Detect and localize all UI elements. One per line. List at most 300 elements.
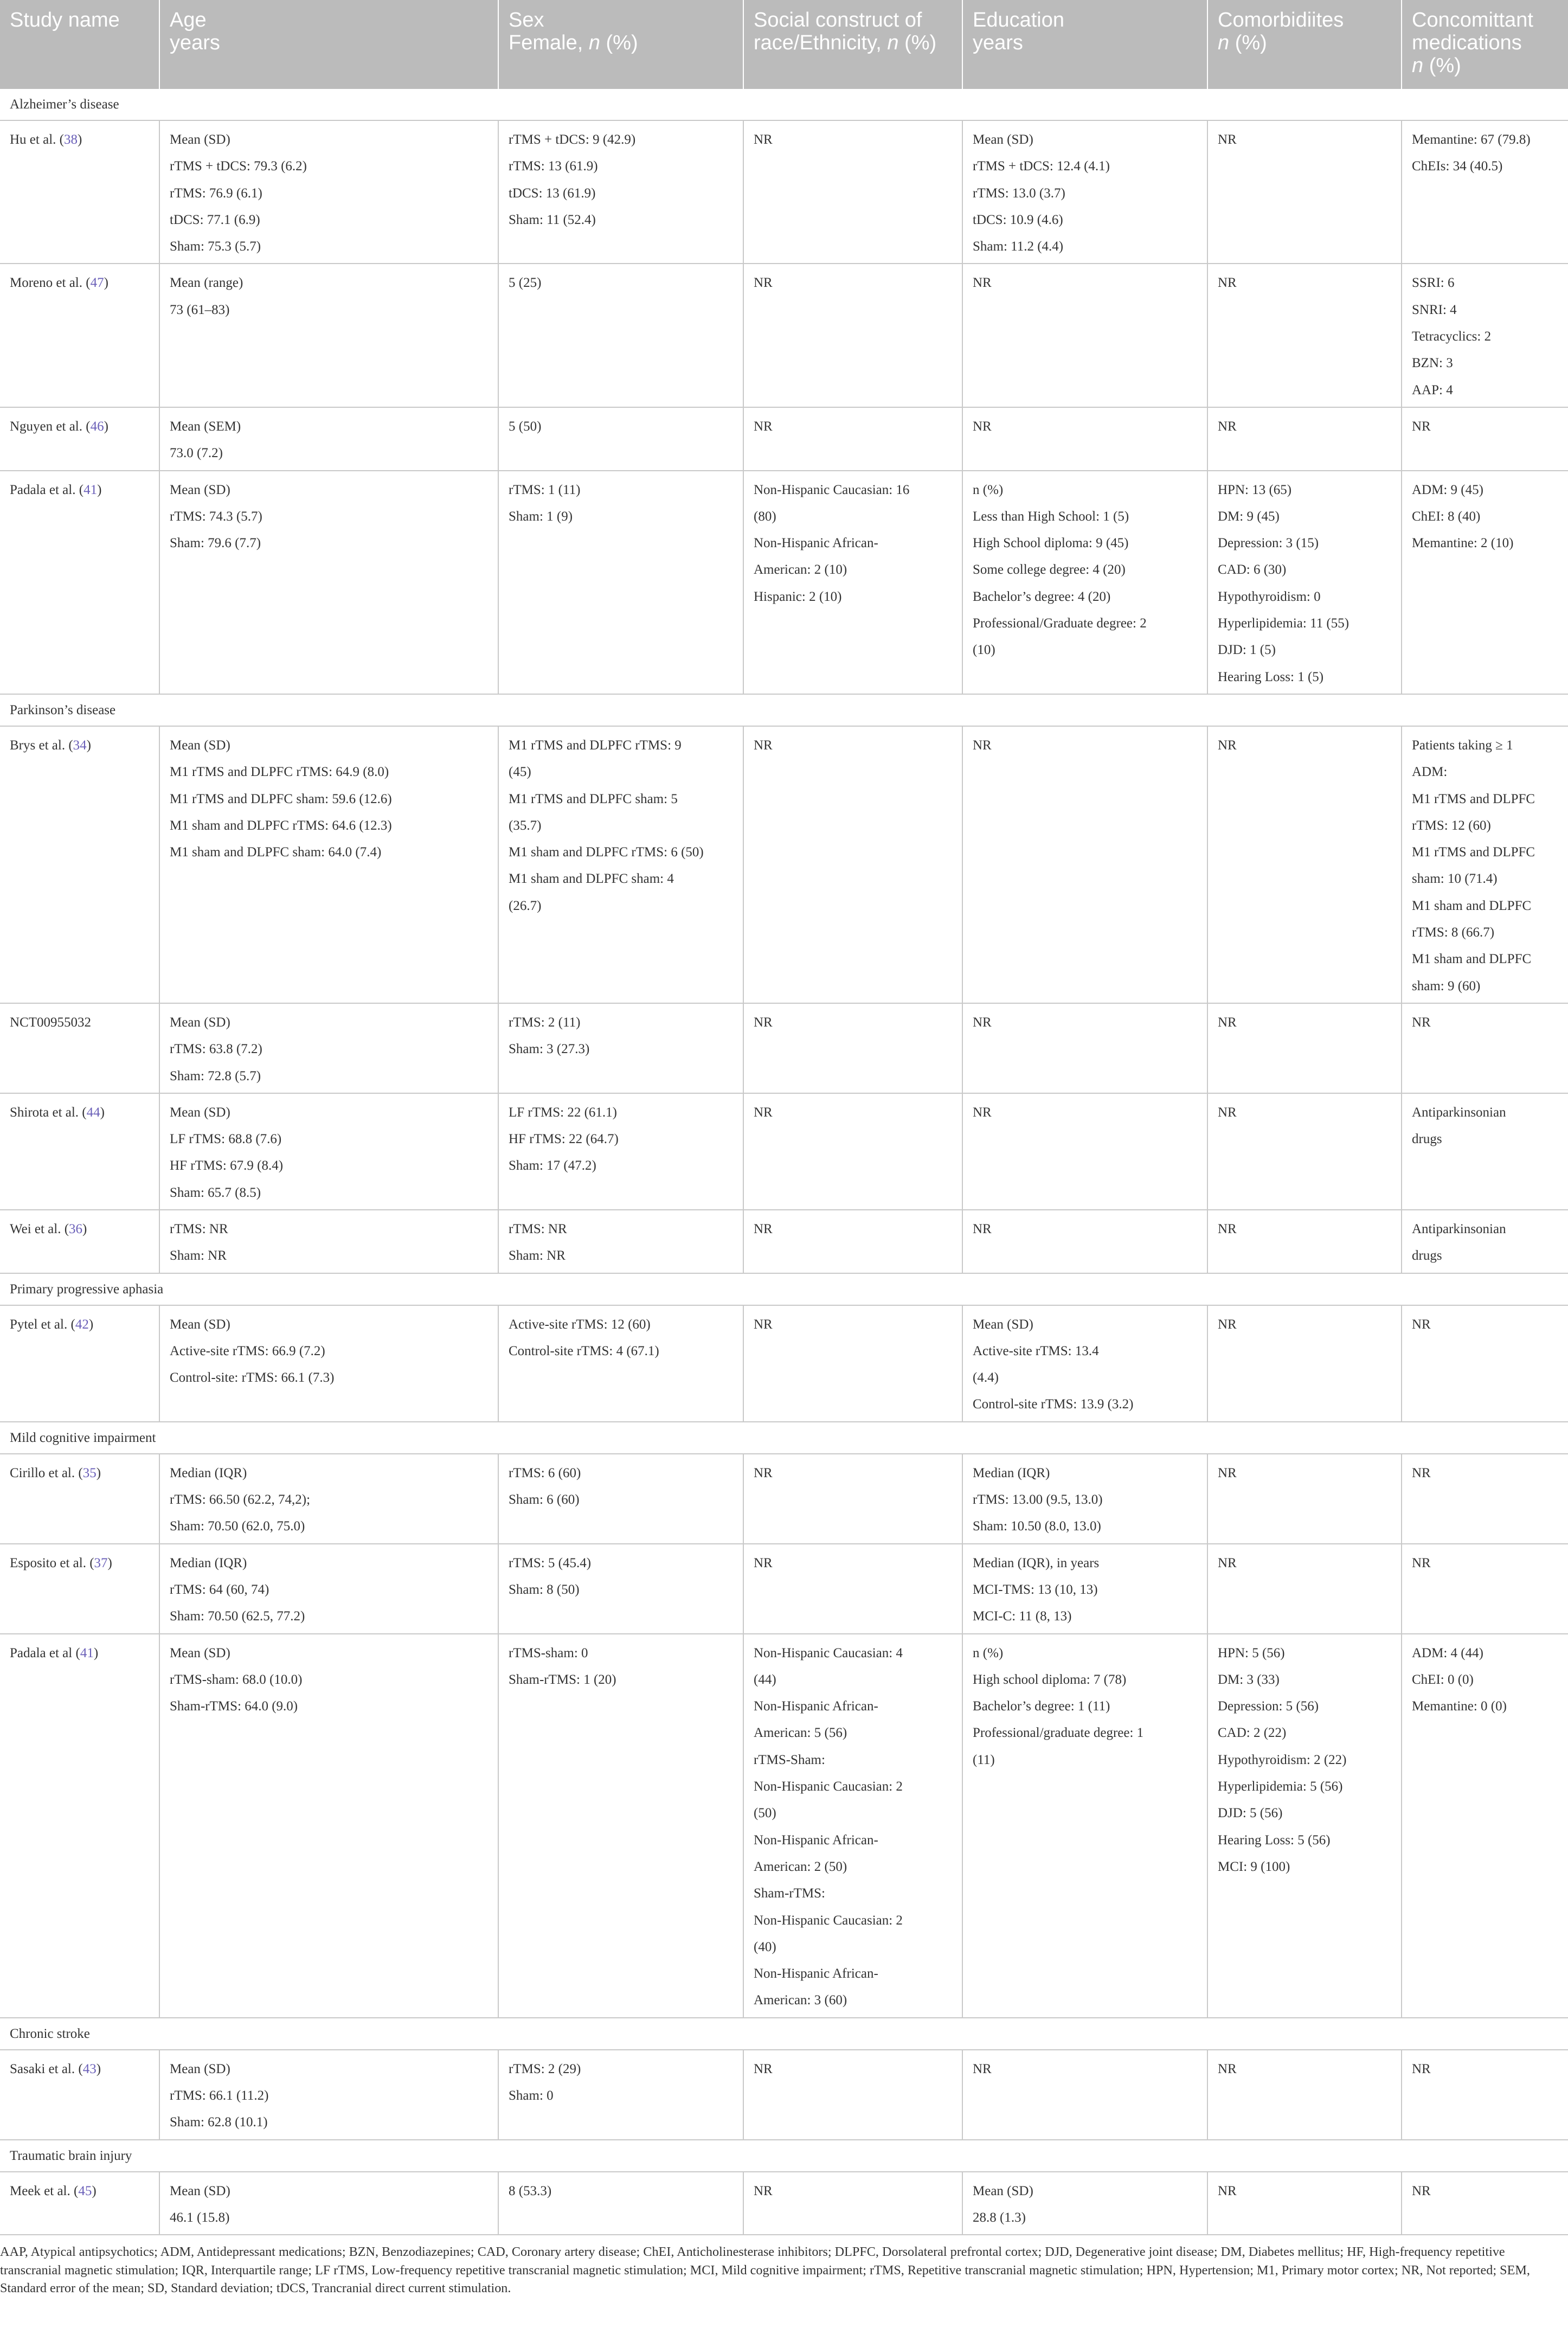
cell-line: Mean (SD) <box>170 1317 230 1332</box>
table-row <box>0 1003 1568 1093</box>
cell-line: Hyperlipidemia: 11 (55) <box>1218 616 1349 631</box>
table-cell <box>159 2050 498 2140</box>
table-cell <box>962 1634 1207 2018</box>
cell-line: (44) <box>754 1672 776 1687</box>
table-cell <box>1402 1305 1568 1422</box>
table-cell <box>1207 264 1402 407</box>
cell-line: NR <box>973 1221 992 1236</box>
column-header-italic: n <box>887 31 899 54</box>
cell-line: Antiparkinsonian <box>1412 1105 1506 1120</box>
table-cell <box>1402 120 1568 264</box>
cell-line: Non-Hispanic Caucasian: 2 <box>754 1913 903 1928</box>
cell-line: NR <box>973 1015 992 1030</box>
table-cell <box>743 1210 962 1273</box>
reference-close: ) <box>100 1105 105 1120</box>
cell-line: Sham: 11 (52.4) <box>509 212 596 227</box>
cell-line: M1 rTMS and DLPFC <box>1412 791 1535 806</box>
cell-line: 46.1 (15.8) <box>170 2210 230 2225</box>
table-cell <box>498 120 743 264</box>
cell-line: NR <box>973 737 992 753</box>
table-cell <box>498 1454 743 1544</box>
cell-line: (35.7) <box>509 818 542 833</box>
cell-line: ChEI: 8 (40) <box>1412 509 1481 524</box>
cell-line: sham: 10 (71.4) <box>1412 871 1498 887</box>
cell-line: Sham: 11.2 (4.4) <box>973 239 1064 254</box>
cell-line: Non-Hispanic African- <box>754 536 878 551</box>
cell-line: 73.0 (7.2) <box>170 446 223 461</box>
cell-line: Sham: 70.50 (62.5, 77.2) <box>170 1609 305 1624</box>
table-cell <box>743 407 962 471</box>
table-cell <box>1402 726 1568 1003</box>
section-title: Chronic stroke <box>0 2018 1568 2050</box>
reference-close: ) <box>96 1465 101 1480</box>
cell-line: Mean (SD) <box>170 2183 230 2198</box>
cell-line: Hispanic: 2 (10) <box>754 589 842 604</box>
cell-line: Mean (SD) <box>170 2061 230 2076</box>
cell-line: (26.7) <box>509 898 542 913</box>
table-cell <box>1207 407 1402 471</box>
study-name-cell <box>0 1210 159 1273</box>
reference-link[interactable]: 42 <box>75 1317 89 1332</box>
cell-line: LF rTMS: 22 (61.1) <box>509 1105 617 1120</box>
cell-line: 5 (25) <box>509 275 542 291</box>
cell-line: Median (IQR), in years <box>973 1555 1100 1570</box>
table-cell <box>1402 1210 1568 1273</box>
table-cell <box>1402 1454 1568 1544</box>
cell-line: NR <box>1218 1221 1237 1236</box>
cell-line: NR <box>1218 2061 1237 2076</box>
cell-line: M1 rTMS and DLPFC <box>1412 845 1535 860</box>
table-cell <box>498 407 743 471</box>
column-header-italic: n <box>1412 54 1424 77</box>
section-row <box>0 694 1568 726</box>
cell-line: NR <box>1218 132 1237 147</box>
cell-line: tDCS: 13 (61.9) <box>509 185 596 201</box>
table-cell <box>962 1305 1207 1422</box>
cell-line: Mean (SD) <box>170 1645 230 1660</box>
cell-line: rTMS + tDCS: 79.3 (6.2) <box>170 159 307 174</box>
cell-line: Sham: 8 (50) <box>509 1582 580 1597</box>
study-name-cell <box>0 1544 159 1634</box>
table-cell <box>159 1305 498 1422</box>
cell-line: 73 (61–83) <box>170 302 230 317</box>
table-cell <box>962 407 1207 471</box>
cell-line: Sham: 10.50 (8.0, 13.0) <box>973 1519 1101 1534</box>
column-header-tail: (%) <box>1229 31 1267 54</box>
cell-line: rTMS: NR <box>509 1221 567 1236</box>
reference-link[interactable]: 35 <box>82 1465 97 1480</box>
section-title: Alzheimer’s disease <box>0 89 1568 120</box>
cell-line: NR <box>1218 1317 1237 1332</box>
cell-line: NR <box>973 419 992 434</box>
cell-line: SNRI: 4 <box>1412 302 1457 317</box>
cell-line: ADM: 4 (44) <box>1412 1645 1483 1660</box>
table-cell <box>962 471 1207 694</box>
table-cell <box>962 1544 1207 1634</box>
cell-line: Non-Hispanic African- <box>754 1832 878 1848</box>
cell-line: NR <box>754 2183 773 2198</box>
table-cell <box>1207 726 1402 1003</box>
study-name-cell <box>0 471 159 694</box>
cell-line: M1 rTMS and DLPFC rTMS: 64.9 (8.0) <box>170 765 389 780</box>
cell-line: Non-Hispanic Caucasian: 4 <box>754 1645 903 1660</box>
column-header <box>498 0 743 89</box>
section-row <box>0 2140 1568 2172</box>
cell-line: Mean (SD) <box>170 1015 230 1030</box>
study-name-cell <box>0 1634 159 2018</box>
reference-link[interactable]: 46 <box>90 419 104 434</box>
cell-line: SSRI: 6 <box>1412 275 1455 291</box>
section-title: Mild cognitive impairment <box>0 1422 1568 1454</box>
table-cell <box>1402 1003 1568 1093</box>
table-cell <box>1402 2172 1568 2235</box>
table-cell <box>743 120 962 264</box>
column-header <box>743 0 962 89</box>
cell-line: Sham: NR <box>170 1248 227 1264</box>
table-cell <box>743 471 962 694</box>
cell-line: NR <box>1218 419 1237 434</box>
cell-line: HPN: 13 (65) <box>1218 482 1292 497</box>
cell-line: (45) <box>509 765 531 780</box>
study-name-cell <box>0 1305 159 1422</box>
cell-line: NR <box>1218 1465 1237 1480</box>
cell-line: rTMS: 63.8 (7.2) <box>170 1042 262 1057</box>
cell-line: HF rTMS: 67.9 (8.4) <box>170 1158 284 1173</box>
cell-line: Hearing Loss: 5 (56) <box>1218 1832 1331 1848</box>
reference-link[interactable]: 34 <box>73 737 87 753</box>
column-header <box>1402 0 1568 89</box>
table-row <box>0 2172 1568 2235</box>
cell-line: Control-site: rTMS: 66.1 (7.3) <box>170 1370 335 1386</box>
table-cell <box>1207 1544 1402 1634</box>
section-title: Primary progressive aphasia <box>0 1273 1568 1305</box>
cell-line: ADM: 9 (45) <box>1412 482 1483 497</box>
column-header <box>1207 0 1402 89</box>
cell-line: 28.8 (1.3) <box>973 2210 1026 2225</box>
reference-link[interactable]: 41 <box>83 482 98 497</box>
cell-line: rTMS: 2 (29) <box>509 2061 581 2076</box>
table-cell <box>159 1210 498 1273</box>
cell-line: Hypothyroidism: 0 <box>1218 589 1321 604</box>
table-cell <box>1207 1634 1402 2018</box>
cell-line: M1 sham and DLPFC sham: 4 <box>509 871 674 887</box>
cell-line: CAD: 6 (30) <box>1218 562 1287 578</box>
cell-line: NR <box>1218 1555 1237 1570</box>
reference-link[interactable]: 43 <box>82 2061 97 2076</box>
section-title: Traumatic brain injury <box>0 2140 1568 2172</box>
table-row <box>0 1544 1568 1634</box>
study-name: NCT00955032 <box>10 1015 91 1030</box>
column-header-tail: (%) <box>1423 54 1461 77</box>
cell-line: Patients taking ≥ 1 <box>1412 737 1513 753</box>
cell-line: rTMS: 13 (61.9) <box>509 159 598 174</box>
cell-line: (4.4) <box>973 1370 999 1386</box>
cell-line: rTMS: 74.3 (5.7) <box>170 509 262 524</box>
cell-line: Memantine: 67 (79.8) <box>1412 132 1531 147</box>
study-name: Brys et al. ( <box>10 737 73 753</box>
cell-line: rTMS: 2 (11) <box>509 1015 581 1030</box>
column-header-subtitle: years <box>170 31 220 54</box>
column-header-title: Education <box>973 9 1065 31</box>
cell-line: rTMS: 13.0 (3.7) <box>973 185 1065 201</box>
table-row <box>0 264 1568 407</box>
table-cell <box>962 2172 1207 2235</box>
table-cell <box>159 1544 498 1634</box>
study-name: Sasaki et al. ( <box>10 2061 83 2076</box>
cell-line: NR <box>754 275 773 291</box>
table-cell <box>159 120 498 264</box>
cell-line: rTMS + tDCS: 12.4 (4.1) <box>973 159 1110 174</box>
table-cell <box>743 2172 962 2235</box>
table-cell <box>1207 1093 1402 1210</box>
table-cell <box>1207 471 1402 694</box>
table-cell <box>1402 471 1568 694</box>
column-header-title: Sex <box>509 9 544 31</box>
cell-line: Sham: 65.7 (8.5) <box>170 1185 261 1200</box>
cell-line: Control-site rTMS: 13.9 (3.2) <box>973 1397 1134 1412</box>
reference-close: ) <box>88 1317 94 1332</box>
cell-line: sham: 9 (60) <box>1412 978 1481 993</box>
cell-line: M1 rTMS and DLPFC sham: 59.6 (12.6) <box>170 791 392 806</box>
cell-line: Non-Hispanic Caucasian: 2 <box>754 1779 903 1794</box>
cell-line: CAD: 2 (22) <box>1218 1726 1287 1741</box>
cell-line: rTMS: 76.9 (6.1) <box>170 185 262 201</box>
cell-line: American: 3 (60) <box>754 1993 847 2008</box>
table-cell <box>1402 1544 1568 1634</box>
cell-line: DJD: 5 (56) <box>1218 1806 1283 1821</box>
table-cell <box>1207 1454 1402 1544</box>
table-cell <box>1207 2172 1402 2235</box>
reference-link[interactable]: 44 <box>86 1105 100 1120</box>
cell-line: ChEI: 0 (0) <box>1412 1672 1474 1687</box>
table-cell <box>159 1454 498 1544</box>
reference-close: ) <box>107 1555 112 1570</box>
cell-line: rTMS: 6 (60) <box>509 1465 581 1480</box>
table-footnote: AAP, Atypical antipsychotics; ADM, Antidepressant medications; BZN, Benzodiazepines; CAD, Coronary artery disease; ChEI, Anticholinesterase inhibitors; DLPFC, Dorsolateral prefrontal cortex; DJD, Degenerative joint disease; DM, Diabetes mellitus; HF, High-frequency repetitive transcranial magnetic stimulation; IQR, Interquartile range; LF rTMS, Low-frequency repetitive transcranial magnetic stimulation; MCI, Mild cognitive impairment; rTMS, Repetitive transcranial magnetic stimulation; HPN, Hypertension; M1, Primary motor cortex; NR, Not reported; SEM, Standard error of the mean; SD, Standard deviation; tDCS, Trancranial direct current stimulation. <box>0 2244 1530 2295</box>
cell-line: NR <box>973 1105 992 1120</box>
cell-line: ChEIs: 34 (40.5) <box>1412 159 1503 174</box>
cell-line: drugs <box>1412 1132 1442 1147</box>
cell-line: American: 5 (56) <box>754 1726 847 1741</box>
reference-link[interactable]: 41 <box>80 1645 94 1660</box>
table-cell <box>743 1093 962 1210</box>
study-name-cell <box>0 120 159 264</box>
study-name-cell <box>0 2050 159 2140</box>
reference-link[interactable]: 38 <box>63 132 78 147</box>
table-row <box>0 1305 1568 1422</box>
cell-line: M1 sham and DLPFC rTMS: 64.6 (12.3) <box>170 818 392 833</box>
cell-line: rTMS: 5 (45.4) <box>509 1555 592 1570</box>
table-row <box>0 471 1568 694</box>
cell-line: Non-Hispanic Caucasian: 16 <box>754 482 910 497</box>
cell-line: Sham: 70.50 (62.0, 75.0) <box>170 1519 305 1534</box>
table-cell <box>498 1305 743 1422</box>
section-title: Parkinson’s disease <box>0 694 1568 726</box>
study-name-cell <box>0 1454 159 1544</box>
table-cell <box>1402 264 1568 407</box>
table-cell <box>159 1003 498 1093</box>
cell-line: Active-site rTMS: 13.4 <box>973 1343 1099 1358</box>
section-row <box>0 1273 1568 1305</box>
cell-line: (80) <box>754 509 776 524</box>
cell-line: AAP: 4 <box>1412 382 1453 397</box>
table-cell <box>1207 1210 1402 1273</box>
table-header <box>0 0 1568 89</box>
cell-line: rTMS: 12 (60) <box>1412 818 1491 833</box>
cell-line: n (%) <box>973 1645 1004 1660</box>
cell-line: rTMS: 66.1 (11.2) <box>170 2088 269 2103</box>
study-name: Cirillo et al. ( <box>10 1465 83 1480</box>
reference-link[interactable]: 47 <box>90 275 104 291</box>
cell-line: Some college degree: 4 (20) <box>973 562 1126 578</box>
table-cell <box>1402 1093 1568 1210</box>
cell-line: Bachelor’s degree: 4 (20) <box>973 589 1111 604</box>
column-header-title: Study name <box>10 9 120 31</box>
cell-line: DJD: 1 (5) <box>1218 643 1276 658</box>
cell-line: NR <box>1218 1105 1237 1120</box>
table-cell <box>743 1003 962 1093</box>
reference-link[interactable]: 36 <box>69 1221 83 1236</box>
cell-line: rTMS-sham: 68.0 (10.0) <box>170 1672 303 1687</box>
reference-close: ) <box>96 2061 101 2076</box>
cell-line: rTMS: 13.00 (9.5, 13.0) <box>973 1492 1103 1508</box>
cell-line: NR <box>754 1317 773 1332</box>
cell-line: ADM: <box>1412 765 1448 780</box>
cell-line: 8 (53.3) <box>509 2183 552 2198</box>
reference-link[interactable]: 37 <box>94 1555 108 1570</box>
table-row <box>0 1210 1568 1273</box>
cell-line: Sham: 0 <box>509 2088 554 2103</box>
cell-line: rTMS: 8 (66.7) <box>1412 925 1495 940</box>
table-cell <box>962 726 1207 1003</box>
study-name-cell <box>0 1003 159 1093</box>
cell-line: Hyperlipidemia: 5 (56) <box>1218 1779 1343 1794</box>
table-cell <box>962 1093 1207 1210</box>
table-cell <box>159 1634 498 2018</box>
cell-line: NR <box>1412 2183 1431 2198</box>
table-cell <box>743 2050 962 2140</box>
cell-line: High School diploma: 9 (45) <box>973 536 1129 551</box>
table-row <box>0 2050 1568 2140</box>
table-row <box>0 1093 1568 1210</box>
column-header <box>159 0 498 89</box>
reference-close: ) <box>86 737 91 753</box>
cell-line: M1 sham and DLPFC <box>1412 952 1532 967</box>
cell-line: High school diploma: 7 (78) <box>973 1672 1127 1687</box>
cell-line: NR <box>1412 2061 1431 2076</box>
cell-line: Mean (SD) <box>973 132 1033 147</box>
cell-line: DM: 3 (33) <box>1218 1672 1280 1687</box>
study-name: Shirota et al. ( <box>10 1105 87 1120</box>
cell-line: MCI-C: 11 (8, 13) <box>973 1609 1072 1624</box>
column-header-subtitle: Female, <box>509 31 589 54</box>
reference-close: ) <box>82 1221 87 1236</box>
table-cell <box>498 2172 743 2235</box>
reference-close: ) <box>104 275 108 291</box>
study-name: Nguyen et al. ( <box>10 419 91 434</box>
table-cell <box>962 1454 1207 1544</box>
study-name-cell <box>0 264 159 407</box>
study-name: Padala et al ( <box>10 1645 80 1660</box>
table-cell <box>743 1634 962 2018</box>
cell-line: rTMS + tDCS: 9 (42.9) <box>509 132 636 147</box>
cell-line: Median (IQR) <box>170 1465 247 1480</box>
table-cell <box>1402 2050 1568 2140</box>
cell-line: NR <box>1218 737 1237 753</box>
cell-line: HF rTMS: 22 (64.7) <box>509 1132 619 1147</box>
cell-line: NR <box>1412 419 1431 434</box>
table-cell <box>1402 407 1568 471</box>
table-cell <box>743 726 962 1003</box>
study-name: Moreno et al. ( <box>10 275 91 291</box>
study-name-cell <box>0 726 159 1003</box>
cell-line: LF rTMS: 68.8 (7.6) <box>170 1132 282 1147</box>
table-cell <box>498 1003 743 1093</box>
cell-line: Mean (range) <box>170 275 243 291</box>
cell-line: Active-site rTMS: 66.9 (7.2) <box>170 1343 325 1358</box>
table-row <box>0 407 1568 471</box>
cell-line: rTMS: 1 (11) <box>509 482 581 497</box>
cell-line: Mean (SD) <box>170 1105 230 1120</box>
cell-line: 5 (50) <box>509 419 542 434</box>
cell-line: Sham: 72.8 (5.7) <box>170 1068 261 1083</box>
cell-line: M1 sham and DLPFC <box>1412 898 1532 913</box>
table-cell <box>962 2050 1207 2140</box>
cell-line: Sham-rTMS: 1 (20) <box>509 1672 616 1687</box>
study-name: Wei et al. ( <box>10 1221 69 1236</box>
reference-link[interactable]: 45 <box>78 2183 92 2198</box>
section-row <box>0 89 1568 120</box>
cell-line: NR <box>754 2061 773 2076</box>
cell-line: rTMS: 66.50 (62.2, 74,2); <box>170 1492 311 1508</box>
cell-line: Sham-rTMS: <box>754 1886 825 1901</box>
table-row <box>0 1454 1568 1544</box>
table-cell <box>159 471 498 694</box>
table-cell <box>498 1634 743 2018</box>
cell-line: Mean (SEM) <box>170 419 241 434</box>
cell-line: Bachelor’s degree: 1 (11) <box>973 1699 1110 1714</box>
table-cell <box>1207 120 1402 264</box>
column-header-title: Age <box>170 9 207 31</box>
table-cell <box>498 1544 743 1634</box>
cell-line: n (%) <box>973 482 1004 497</box>
cell-line: Sham-rTMS: 64.0 (9.0) <box>170 1699 298 1714</box>
column-header-title: Social construct of race/Ethnicity, <box>754 9 922 54</box>
table-cell <box>498 1210 743 1273</box>
cell-line: Non-Hispanic African- <box>754 1699 878 1714</box>
column-header-title: Concomittant medications <box>1412 9 1533 54</box>
study-name-cell <box>0 2172 159 2235</box>
column-header-tail: (%) <box>600 31 638 54</box>
table-cell <box>1207 1305 1402 1422</box>
table-cell <box>498 1093 743 1210</box>
cell-line: Tetracyclics: 2 <box>1412 329 1492 344</box>
reference-close: ) <box>93 1645 99 1660</box>
cell-line: rTMS: 64 (60, 74) <box>170 1582 269 1597</box>
cell-line: NR <box>1412 1555 1431 1570</box>
cell-line: NR <box>973 2061 992 2076</box>
cell-line: M1 rTMS and DLPFC sham: 5 <box>509 791 678 806</box>
cell-line: rTMS-Sham: <box>754 1752 825 1767</box>
table-cell <box>743 264 962 407</box>
cell-line: MCI: 9 (100) <box>1218 1859 1290 1874</box>
table-cell <box>159 407 498 471</box>
table-cell <box>743 1544 962 1634</box>
study-name: Esposito et al. ( <box>10 1555 94 1570</box>
cell-line: NR <box>754 737 773 753</box>
table-cell <box>743 1454 962 1544</box>
cell-line: (11) <box>973 1752 995 1767</box>
